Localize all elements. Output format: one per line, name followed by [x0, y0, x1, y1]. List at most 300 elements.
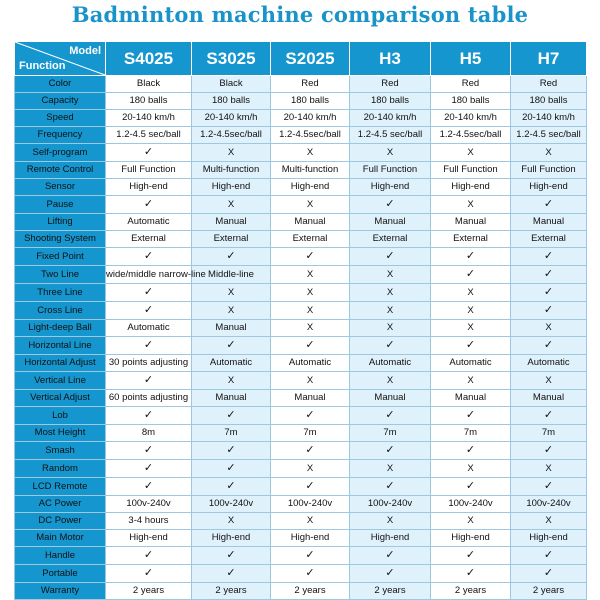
check-icon: ✓: [543, 567, 554, 579]
row-label: Horizontal Line: [15, 337, 106, 355]
cell-value: Red: [301, 78, 319, 89]
table-cell: [350, 583, 431, 600]
table-cell: [431, 214, 511, 231]
check-icon: ✓: [543, 268, 554, 280]
table-cell: [106, 407, 192, 425]
cell-value: High-end: [129, 181, 168, 192]
cell-value: 30 points adjusting: [108, 357, 189, 368]
table-row: [15, 196, 587, 214]
row-label: AC Power: [15, 496, 106, 513]
table-cell: [431, 266, 511, 284]
page-title: Badminton machine comparison table: [71, 2, 529, 27]
table-cell: [350, 372, 431, 390]
check-icon: ✓: [305, 250, 315, 262]
table-cell: [431, 547, 511, 565]
cell-value: High-end: [370, 532, 410, 543]
cell-value: 1.2-4.5sec/ball: [439, 129, 502, 140]
table-cell: [192, 478, 271, 496]
cell-value: External: [292, 233, 328, 244]
table-row: [15, 425, 587, 442]
check-icon: ✓: [543, 549, 554, 561]
cell-value: Automatic: [209, 357, 253, 368]
check-icon: ✓: [465, 567, 476, 579]
table-cell: [106, 162, 192, 179]
table-cell: [511, 248, 587, 266]
check-icon: ✓: [305, 409, 315, 421]
check-icon: ✓: [385, 444, 395, 456]
row-label: Random: [15, 460, 106, 478]
cell-value: 20-140 km/h: [122, 112, 175, 123]
cross-mark: X: [306, 198, 314, 210]
table-cell: [350, 231, 431, 248]
cell-value: Full Function: [443, 164, 498, 175]
cell-value: 7m: [541, 427, 556, 438]
table-cell: [106, 266, 206, 284]
header-row: [15, 42, 587, 76]
table-row: [15, 355, 587, 372]
table-row: [15, 302, 587, 320]
table-cell: [106, 547, 192, 565]
table-cell: [106, 513, 192, 530]
cell-value: Automatic: [288, 357, 332, 368]
cell-value: Full Function: [121, 164, 176, 175]
table-cell: [511, 302, 587, 320]
table-cell: [106, 425, 192, 442]
cell-value: High-end: [529, 181, 568, 192]
check-icon: ✓: [143, 444, 154, 456]
table-cell: [511, 530, 587, 547]
table-row: [15, 390, 587, 407]
table-cell: [350, 302, 431, 320]
table-cell: [431, 248, 511, 266]
table-cell: [350, 93, 431, 110]
cell-value: 1.2-4.5 sec/ball: [357, 129, 423, 140]
cell-value: High-end: [290, 181, 330, 192]
table-cell: [271, 231, 350, 248]
row-label: Portable: [15, 565, 106, 583]
table-cell: [350, 214, 431, 231]
table-cell: [431, 284, 511, 302]
cell-value: Red: [461, 78, 480, 89]
table-cell: [271, 179, 350, 196]
check-icon: ✓: [543, 198, 554, 210]
table-cell: [271, 425, 350, 442]
table-cell: [271, 196, 350, 214]
check-icon: ✓: [226, 480, 236, 492]
table-cell: [106, 110, 192, 127]
table-cell: [192, 583, 271, 600]
cell-value: 2 years: [294, 585, 326, 596]
row-label: Smash: [15, 442, 106, 460]
row-label: Lob: [15, 407, 106, 425]
cell-value: External: [531, 233, 566, 244]
cross-mark: X: [386, 462, 394, 474]
table-cell: [271, 127, 350, 144]
table-cell: [106, 442, 192, 460]
check-icon: ✓: [543, 444, 554, 456]
cross-mark: X: [306, 322, 314, 333]
table-cell: [511, 442, 587, 460]
check-icon: ✓: [385, 198, 395, 210]
cell-value: 180 balls: [129, 95, 168, 106]
table-cell: [192, 93, 271, 110]
table-cell: [511, 110, 587, 127]
cell-value: 7m: [463, 427, 478, 438]
table-row: [15, 407, 587, 425]
row-label: Warranty: [15, 583, 106, 600]
cell-value: Manual: [454, 392, 487, 403]
cross-mark: X: [227, 146, 235, 158]
table-row: [15, 337, 587, 355]
cell-value: 20-140 km/h: [283, 112, 337, 123]
table-cell: [511, 547, 587, 565]
table-cell: [271, 302, 350, 320]
cross-mark: X: [306, 268, 314, 280]
table-cell: [271, 93, 350, 110]
table-cell: [350, 248, 431, 266]
cell-value: 100v-240v: [208, 498, 254, 509]
check-icon: ✓: [226, 339, 236, 351]
row-label: Capacity: [15, 93, 106, 110]
check-icon: ✓: [143, 198, 154, 210]
row-label: Vertical Line: [15, 372, 106, 390]
row-label: Handle: [15, 547, 106, 565]
check-icon: ✓: [143, 374, 154, 386]
table-cell: [511, 284, 587, 302]
cross-mark: X: [386, 286, 394, 298]
cell-value: Manual: [454, 216, 487, 227]
table-cell: [271, 513, 350, 530]
cell-value: 2 years: [132, 585, 165, 596]
table-cell: [106, 496, 192, 513]
table-row: [15, 442, 587, 460]
check-icon: ✓: [305, 480, 315, 492]
row-label: Three Line: [15, 284, 106, 302]
table-cell: [350, 547, 431, 565]
check-icon: ✓: [543, 304, 554, 316]
table-cell: [192, 162, 271, 179]
cell-value: High-end: [129, 532, 168, 543]
table-cell: [106, 390, 192, 407]
table-cell: [431, 565, 511, 583]
check-icon: ✓: [226, 462, 236, 474]
cell-value: 20-140 km/h: [204, 112, 258, 123]
cross-mark: X: [386, 515, 394, 526]
table-cell: [431, 355, 511, 372]
table-cell: [192, 284, 271, 302]
row-label: Vertical Adjust: [15, 390, 106, 407]
table-cell: [511, 583, 587, 600]
check-icon: ✓: [143, 146, 154, 158]
table-cell: [192, 460, 271, 478]
check-icon: ✓: [143, 462, 154, 474]
table-row: [15, 513, 587, 530]
cell-value: Red: [539, 78, 558, 89]
cell-value: High-end: [211, 181, 251, 192]
table-cell: [106, 196, 192, 214]
cell-value: 2 years: [532, 585, 565, 596]
table-cell: [271, 76, 350, 93]
table-cell: [271, 144, 350, 162]
row-label: Speed: [15, 110, 106, 127]
cross-mark: X: [545, 515, 552, 526]
row-label: Sensor: [15, 179, 106, 196]
cross-mark: X: [306, 304, 314, 316]
table-cell: [192, 196, 271, 214]
table-cell: [511, 144, 587, 162]
check-icon: ✓: [465, 268, 476, 280]
check-icon: ✓: [305, 339, 315, 351]
table-row: [15, 162, 587, 179]
table-cell: [106, 93, 192, 110]
table-cell: [350, 407, 431, 425]
table-cell: [350, 110, 431, 127]
cell-value: Red: [381, 78, 399, 89]
cell-value: wide/middle narrow-line: [106, 268, 206, 280]
check-icon: ✓: [465, 409, 476, 421]
table-cell: [192, 320, 271, 337]
table-cell: [431, 478, 511, 496]
table-cell: [271, 266, 350, 284]
model-header-s2025: S2025: [271, 42, 350, 76]
cross-mark: X: [467, 322, 474, 333]
cell-value: 2 years: [215, 585, 247, 596]
cell-value: Manual: [294, 392, 326, 403]
table-cell: [431, 460, 511, 478]
row-label: Main Motor: [15, 530, 106, 547]
table-row: [15, 76, 587, 93]
cell-value: Manual: [532, 216, 565, 227]
table-cell: [106, 565, 192, 583]
table-cell: [511, 355, 587, 372]
table-cell: [106, 302, 192, 320]
table-cell: [350, 179, 431, 196]
table-cell: [271, 214, 350, 231]
table-cell: [192, 407, 271, 425]
cell-value: Multi-function: [281, 164, 339, 175]
row-label: Shooting System: [15, 231, 106, 248]
table-cell: [511, 127, 587, 144]
table-cell: [106, 530, 192, 547]
cell-value: 180 balls: [211, 95, 251, 106]
model-header-s3025: S3025: [192, 42, 271, 76]
table-cell: [350, 320, 431, 337]
table-cell: [271, 355, 350, 372]
cross-mark: X: [386, 304, 394, 316]
table-cell: [106, 179, 192, 196]
table-cell: [271, 547, 350, 565]
table-cell: [511, 93, 587, 110]
table-row: [15, 583, 587, 600]
check-icon: ✓: [143, 549, 154, 561]
table-cell: [350, 355, 431, 372]
table-cell: [511, 407, 587, 425]
table-cell: [350, 127, 431, 144]
cross-mark: X: [386, 268, 394, 280]
table-cell: [350, 513, 431, 530]
header-model-label: Model: [69, 45, 101, 57]
row-label: Self-program: [15, 144, 106, 162]
check-icon: ✓: [226, 444, 236, 456]
cell-value: High-end: [211, 532, 251, 543]
cell-value: 1.2-4.5 sec/ball: [516, 129, 581, 140]
cell-value: 100v-240v: [287, 498, 333, 509]
cross-mark: X: [545, 322, 552, 333]
table-cell: [192, 231, 271, 248]
cross-mark: X: [545, 462, 552, 474]
table-cell: [271, 478, 350, 496]
table-cell: [271, 496, 350, 513]
cross-mark: X: [306, 462, 314, 474]
cell-value: Manual: [294, 216, 326, 227]
row-label: Frequency: [15, 127, 106, 144]
cross-mark: X: [306, 515, 314, 526]
table-cell: [511, 231, 587, 248]
row-label: DC Power: [15, 513, 106, 530]
table-cell: [192, 565, 271, 583]
table-row: [15, 144, 587, 162]
cell-value: 180 balls: [529, 95, 568, 106]
table-cell: [192, 547, 271, 565]
table-cell: [271, 407, 350, 425]
table-cell: [106, 248, 192, 266]
cell-value: External: [372, 233, 408, 244]
table-cell: [511, 565, 587, 583]
table-cell: [350, 478, 431, 496]
table-cell: [350, 496, 431, 513]
cross-mark: X: [386, 322, 394, 333]
table-row: [15, 478, 587, 496]
table-cell: [350, 76, 431, 93]
table-cell: [511, 478, 587, 496]
cross-mark: X: [467, 515, 474, 526]
cell-value: 8m: [141, 427, 156, 438]
table-cell: [431, 196, 511, 214]
table-cell: [431, 302, 511, 320]
row-label: Two Line: [15, 266, 106, 284]
table-cell: [350, 530, 431, 547]
table-cell: [271, 583, 350, 600]
table-cell: [350, 284, 431, 302]
table-cell: [192, 76, 271, 93]
table-cell: [511, 320, 587, 337]
cell-value: High-end: [451, 532, 490, 543]
table-cell: [431, 127, 511, 144]
table-cell: [192, 390, 271, 407]
table-cell: [192, 302, 271, 320]
table-cell: [106, 320, 192, 337]
cell-value: Black: [136, 78, 161, 89]
cell-value: Full Function: [521, 164, 576, 175]
table-cell: [431, 320, 511, 337]
table-cell: [511, 214, 587, 231]
table-cell: [431, 144, 511, 162]
table-row: [15, 248, 587, 266]
cell-value: Automatic: [527, 357, 570, 368]
cell-value: 180 balls: [370, 95, 410, 106]
table-cell: [192, 179, 271, 196]
table-row: [15, 127, 587, 144]
table-cell: [106, 460, 192, 478]
header-corner-cell: [15, 42, 106, 76]
cell-value: Manual: [374, 392, 406, 403]
table-cell: [271, 565, 350, 583]
table-cell: [431, 496, 511, 513]
cell-value: 2 years: [454, 585, 487, 596]
table-row: [15, 266, 587, 284]
cell-value: High-end: [370, 181, 410, 192]
table-cell: [271, 284, 350, 302]
table-cell: [271, 442, 350, 460]
table-cell: [192, 248, 271, 266]
model-header-s4025: S4025: [106, 42, 192, 76]
table-cell: [431, 390, 511, 407]
cell-value: 20-140 km/h: [444, 112, 497, 123]
check-icon: ✓: [305, 567, 315, 579]
table-row: [15, 93, 587, 110]
check-icon: ✓: [143, 567, 154, 579]
table-cell: [431, 442, 511, 460]
table-cell: [192, 355, 271, 372]
table-cell: [350, 337, 431, 355]
cell-value: 180 balls: [290, 95, 330, 106]
table-row: [15, 460, 587, 478]
table-cell: [431, 530, 511, 547]
table-cell: [350, 565, 431, 583]
check-icon: ✓: [143, 339, 154, 351]
cell-value: High-end: [451, 181, 490, 192]
table-cell: [511, 266, 587, 284]
row-label: Pause: [15, 196, 106, 214]
cross-mark: X: [467, 374, 474, 386]
check-icon: ✓: [465, 549, 476, 561]
check-icon: ✓: [385, 480, 395, 492]
table-cell: [192, 127, 271, 144]
cross-mark: X: [467, 286, 474, 298]
cross-mark: X: [227, 286, 235, 298]
table-cell: [192, 372, 271, 390]
row-label: Horizontal Adjust: [15, 355, 106, 372]
table-cell: [106, 231, 192, 248]
table-cell: [106, 337, 192, 355]
table-cell: [192, 214, 271, 231]
cell-value: Automatic: [368, 357, 412, 368]
model-header-h5: H5: [431, 42, 511, 76]
cell-value: Multi-function: [202, 164, 260, 175]
cross-mark: X: [227, 374, 235, 386]
row-label: Color: [15, 76, 106, 93]
table-cell: [350, 425, 431, 442]
cell-value: 100v-240v: [367, 498, 413, 509]
table-cell: [511, 496, 587, 513]
table-row: [15, 320, 587, 337]
table-cell: [106, 583, 192, 600]
check-icon: ✓: [465, 444, 476, 456]
check-icon: ✓: [143, 480, 154, 492]
check-icon: ✓: [143, 250, 154, 262]
check-icon: ✓: [465, 339, 476, 351]
table-row: [15, 110, 587, 127]
table-cell: [106, 144, 192, 162]
cell-value: External: [131, 233, 166, 244]
table-cell: [511, 390, 587, 407]
cell-value: 20-140 km/h: [522, 112, 575, 123]
table-cell: [350, 390, 431, 407]
table-row: [15, 565, 587, 583]
table-cell: [192, 442, 271, 460]
table-cell: [106, 355, 192, 372]
table-cell: [431, 93, 511, 110]
